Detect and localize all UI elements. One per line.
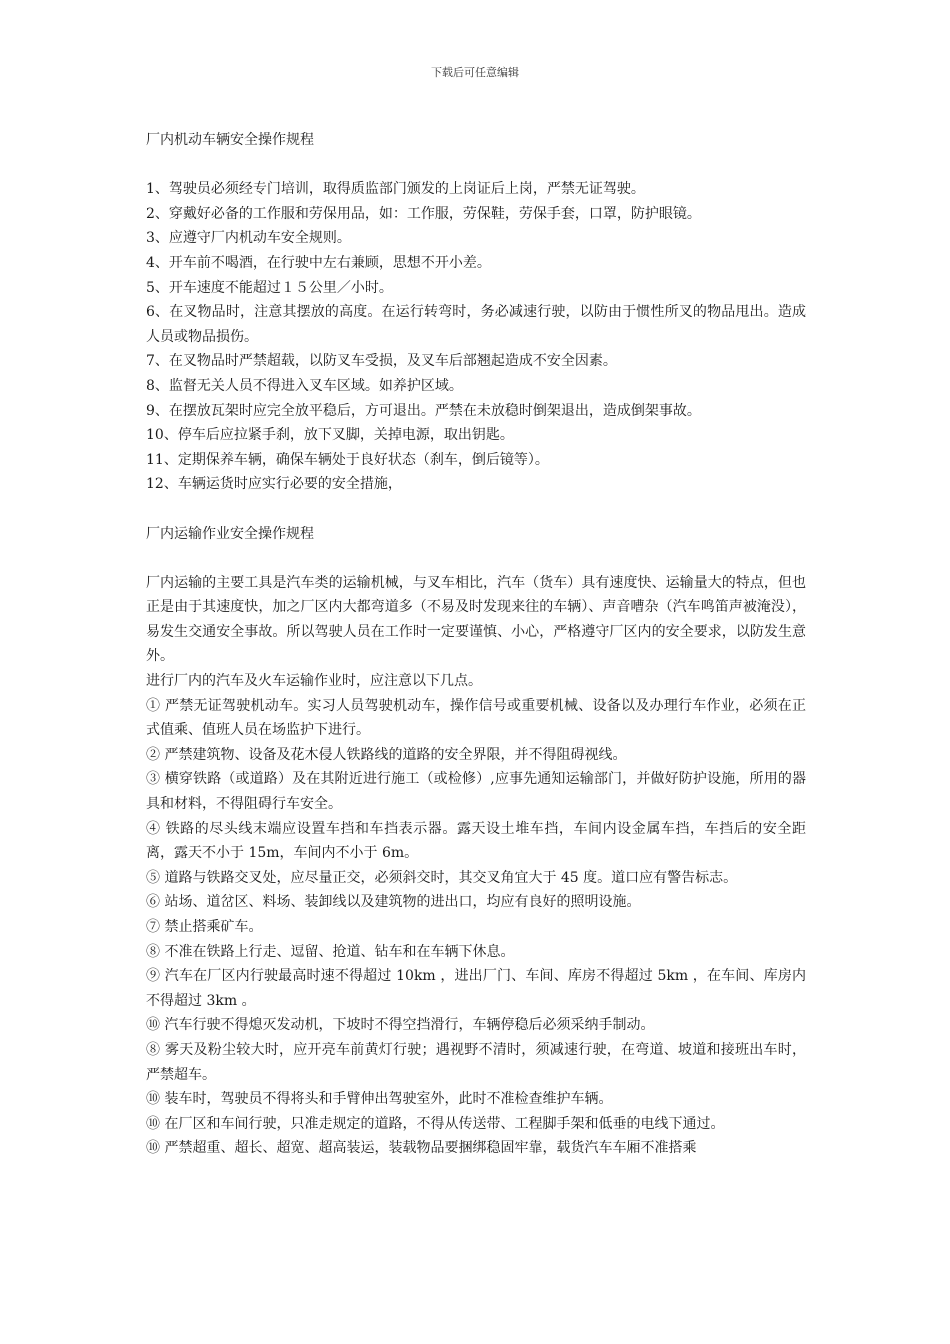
list-item: 6、在叉物品时，注意其摆放的高度。在运行转弯时，务必减速行驶，以防由于惯性所叉的物品甩出。造成人员或物品损伤。: [146, 304, 806, 345]
list-item: ⑦ 禁止搭乘矿车。: [146, 919, 263, 935]
list-item: 11、定期保养车辆，确保车辆处于良好状态（刹车，倒后镜等）。: [146, 451, 549, 468]
list-item: ④ 铁路的尽头线末端应设置车挡和车挡表示器。露天设土堆车挡，车间内设金属车挡，车挡后的安全距离，露天不小于 15m，车间内不小于 6m。: [146, 820, 806, 862]
list-item: 1、驾驶员必须经专门培训，取得质监部门颁发的上岗证后上岗，严禁无证驾驶。: [146, 181, 645, 198]
list-item: 4、开车前不喝酒，在行驶中左右兼顾，思想不开小差。: [146, 254, 491, 271]
list-item: 8、监督无关人员不得进入叉车区域。如养护区域。: [146, 377, 463, 394]
list-item: 2、穿戴好必备的工作服和劳保用品，如：工作服，劳保鞋，劳保手套，口罩，防护眼镜。: [146, 205, 701, 222]
list-item: 10、停车后应拉紧手刹，放下叉脚，关掉电源，取出钥匙。: [146, 427, 514, 444]
spacer: [146, 497, 806, 522]
list-item: ⑥ 站场、道岔区、料场、装卸线以及建筑物的进出口，均应有良好的照明设施。: [146, 894, 641, 911]
list-item: ⑧ 不准在铁路上行走、逗留、抢道、钻车和在车辆下休息。: [146, 943, 515, 960]
section-title: 厂内机动车辆安全操作规程: [146, 132, 314, 148]
list-item: ⑩ 在厂区和车间行驶，只准走规定的道路，不得从传送带、工程脚手架和低垂的电线下通过。: [146, 1115, 725, 1132]
list-item: ⑨ 汽车在厂区内行驶最高时速不得超过 10km ，进出厂门、车间、库房不得超过 5km ，在车间、库房内不得超过 3km 。: [146, 968, 806, 1009]
list-item: ⑩ 汽车行驶不得熄灭发动机，下坡时不得空挡滑行，车辆停稳后必须采纳手制动。: [146, 1017, 655, 1034]
page-header: 下载后可任意编辑: [431, 66, 519, 79]
list-item: 5、开车速度不能超过１５公里／小时。: [146, 279, 393, 296]
list-item: 12、车辆运货时应实行必要的安全措施，: [146, 476, 402, 493]
list-item: ② 严禁建筑物、设备及花木侵人铁路线的道路的安全界限，并不得阻碍视线。: [146, 746, 627, 763]
list-item: ⑤ 道路与铁路交叉处，应尽量正交，必须斜交时，其交叉角宜大于 45 度。道口应有警告标志。: [146, 869, 738, 886]
list-item: 7、在叉物品时严禁超载，以防叉车受损，及叉车后部翘起造成不安全因素。: [146, 353, 617, 370]
list-item: ① 严禁无证驾驶机动车。实习人员驾驶机动车，操作信号或重要机械、设备以及办理行车作业，必须在正式值乘、值班人员在场监护下进行。: [146, 697, 806, 739]
list-item: ⑩ 装车时，驾驶员不得将头和手臂伸出驾驶室外，此时不准检查维护车辆。: [146, 1091, 613, 1108]
list-item: ⑩ 严禁超重、超长、超宽、超高装运，装载物品要捆绑稳固牢靠，载货汽车车厢不准搭乘: [146, 1140, 697, 1157]
document-body: [146, 128, 806, 1161]
list-item: 9、在摆放瓦架时应完全放平稳后，方可退出。严禁在未放稳时倒架退出，造成倒架事故。: [146, 402, 701, 419]
section-title: 厂内运输作业安全操作规程: [146, 525, 314, 542]
list-item: ⑧ 雾天及粉尘较大时，应开亮车前黄灯行驶；遇视野不清时，须减速行驶，在弯道、坡道和接班出车时，严禁超车。: [146, 1041, 806, 1083]
spacer: [146, 546, 806, 571]
intro-paragraph: 厂内运输的主要工具是汽车类的运输机械，与叉车相比，汽车（货车）具有速度快、运输量大的特点，但也正是由于其速度快，加之厂区内大都弯道多（不易及时发现来往的车辆）、声音嘈杂（汽车鸣笛声被淹没），易发生交通安全事故。所以驾驶人员在工作时一定要谨慎、小心，严格遵守厂区内的安全要求，以防发生意外。: [146, 574, 806, 665]
list-item: ③ 横穿铁路（或道路）及在其附近进行施工（或检修）,应事先通知运输部门，并做好防护设施，所用的器具和材料，不得阻碍行车安全。: [146, 771, 806, 813]
spacer: [146, 153, 806, 178]
lead-paragraph: 进行厂内的汽车及火车运输作业时，应注意以下几点。: [146, 673, 482, 690]
list-item: 3、应遵守厂内机动车安全规则。: [146, 230, 351, 247]
